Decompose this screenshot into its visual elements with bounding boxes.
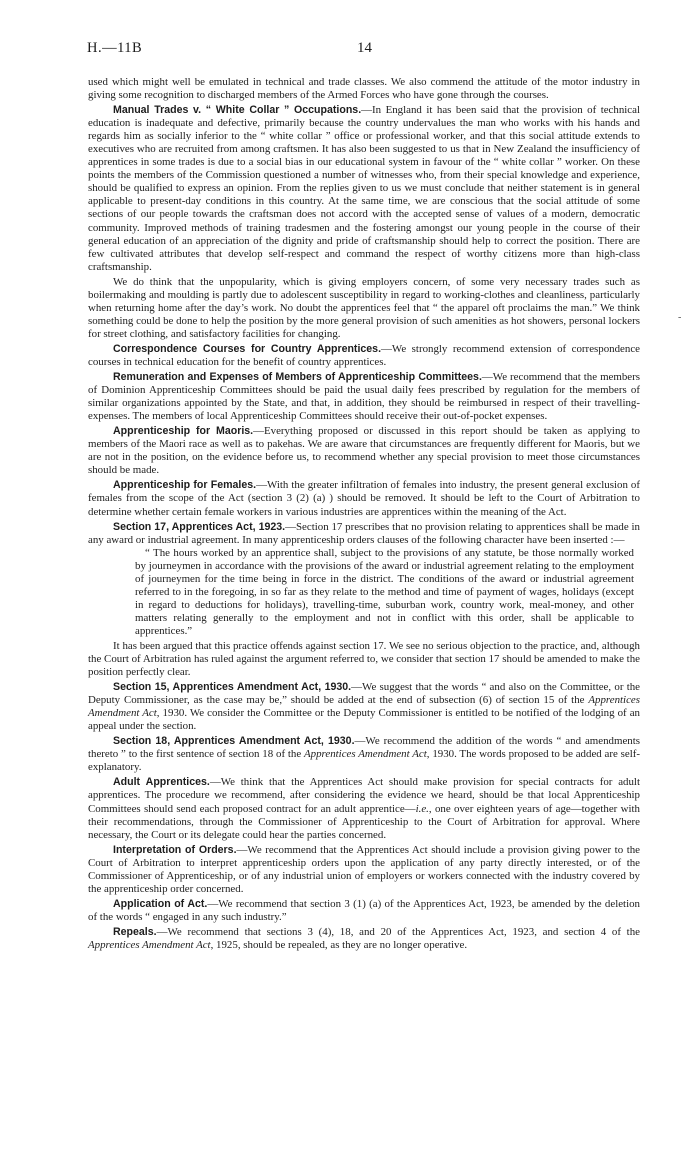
paragraph-motor-industry: used which might well be emulated in technical and trade classes. We also commend the attitude of the motor industry in giving some recognition to discharged members of the Armed Forces who have gone through the courses. (88, 76, 640, 102)
document-reference: H.—11B (87, 40, 143, 56)
paragraph-section-17: Section 17, Apprentices Act, 1923.—Section 17 prescribes that no provision relating to apprentices shall be made in any award or industrial agreement. In many apprenticeship orders clauses of the following character have been inserted :— (88, 520, 640, 546)
section-heading: Interpretation of Orders. (113, 843, 237, 856)
paragraph-adult-apprentices: Adult Apprentices.—We think that the Apprentices Act should make provision for special contracts for adult apprentices. The procedure we recommend, after considering the evidence we heard, should be that local Apprenticeship Committees should send each proposed contract for an adult apprentice—i.e., one over eighteen years of age—together with their recommendations, through the Commissioner of Apprenticeship to the Court of Arbitration for approval. Where necessary, the Court or its delegate could hear the parties concerned. (88, 776, 640, 841)
section-heading: Manual Trades v. “ White Collar ” Occupations. (113, 104, 362, 117)
section-heading: Application of Act. (113, 897, 208, 910)
section-heading: Section 18, Apprentices Amendment Act, 1930. (113, 735, 355, 748)
act-title: Apprentices Amendment Act (304, 748, 427, 761)
section-heading: Apprenticeship for Maoris. (113, 425, 254, 438)
section-heading: Section 17, Apprentices Act, 1923. (113, 520, 286, 533)
section-heading: Section 15, Apprentices Amendment Act, 1930. (113, 681, 352, 694)
section-heading: Apprenticeship for Females. (113, 479, 257, 492)
paragraph-section-17-argument: It has been argued that this practice offends against section 17. We see no serious objection to the practice, and, although the Court of Arbitration has ruled against the argument referred to, we consider that section 17 should be amended to make the position perfectly clear. (88, 639, 640, 679)
paragraph-correspondence-courses: Correspondence Courses for Country Apprentices.—We strongly recommend extension of correspondence courses in technical education for the benefit of country apprentices. (88, 342, 640, 368)
block-quote-order-clause: “ The hours worked by an apprentice shall, subject to the provisions of any statute, be those normally worked by journeymen in accordance with the provisions of the award or industrial agreement relating to the employment of journeymen for the time being in force in the district. The conditions of the award or industrial agreement referred to in the foregoing, in so far as they relate to the method and time of payment of wages, holidays (except in regard to deductions for holidays), travelling-time, suburban work, country work, meal-money, and other matters relating generally to the employment and not in conflict with this order, shall be applicable to apprentices.” (135, 546, 634, 637)
abbreviation-ie: i.e. (415, 802, 429, 815)
paragraph-application: Application of Act.—We recommend that section 3 (1) (a) of the Apprentices Act, 1923, be amended by the deletion of the words “ engaged in any such industry.” (88, 897, 640, 923)
section-heading: Remuneration and Expenses of Members of Apprenticeship Committees. (113, 371, 482, 384)
margin-mark: - (678, 312, 682, 323)
act-title: Apprentices Amendment Act (88, 939, 211, 951)
section-heading: Correspondence Courses for Country Apprentices. (113, 342, 382, 355)
section-heading: Adult Apprentices. (113, 776, 210, 789)
running-header (87, 40, 642, 62)
body-text (88, 76, 640, 954)
paragraph-repeals: Repeals.—We recommend that sections 3 (4), 18, and 20 of the Apprentices Act, 1923, and section 4 of the Apprentices Amendment Act, 1925, should be repealed, as they are no longer operative. (88, 925, 640, 951)
paragraph-section-15: Section 15, Apprentices Amendment Act, 1930.—We suggest that the words “ and also on the Committee, or the Deputy Commissioner, as the case may be,” should be added at the end of subsection (6) of section 15 of the Apprentices Amendment Act, 1930. We consider the Committee or the Deputy Commissioner is entitled to be notified of the lodging of an appeal under the section. (88, 681, 641, 733)
paragraph-females: Apprenticeship for Females.—With the greater infiltration of females into industry, the present general exclusion of females from the scope of the Act (section 3 (2) (a) ) should be removed. It should be left to the Court of Arbitration to determine whether certain female workers in various industries are apprentices within the meaning of the Act. (88, 479, 640, 518)
paragraph-section-18: Section 18, Apprentices Amendment Act, 1930.—We recommend the addition of the words “ and amendments thereto ” to the first sentence of section 18 of the Apprentices Amendment Act, 1930. The words proposed to be added are self-explanatory. (88, 735, 640, 774)
paragraph-unpopular-trades: We do think that the unpopularity, which is giving employers concern, of some very necessary trades such as boilermaking and moulding is partly due to adolescent susceptibility in regard to working-clothes and cleanliness, particularly when returning home after the day’s work. No doubt the apprentices feel that “ the apparel oft proclaims the man.” We think something could be done to help the position by the more general provision of such amenities as hot showers, personal lockers for street clothing, and satisfactory facilities for changing. (88, 275, 640, 340)
page-number: 14 (357, 40, 372, 56)
paragraph-remuneration: Remuneration and Expenses of Members of Apprenticeship Committees.—We recommend that the members of Dominion Apprenticeship Committees should be paid the usual daily fees prescribed by regulation for the members of similar organizations appointed by the State, and that, in addition, they should be reimbursed in respect of their travelling-expenses. The members of local Apprenticeship Committees should receive their out-of-pocket expenses. (88, 371, 641, 423)
paragraph-maoris: Apprenticeship for Maoris.—Everything proposed or discussed in this report should be taken as applying to members of the Maori race as well as to pakehas. We are aware that circumstances are frequently different for Maoris, but we are not in the position, on the evidence before us, to recommend whether any special provision to meet those circumstances should be made. (88, 425, 640, 477)
paragraph-manual-trades: Manual Trades v. “ White Collar ” Occupations.—In England it has been said that the provision of technical education is inadequate and defective, primarily because the country undervalues the man who works with his hands and regards him as socially inferior to the “ white collar ” office or professional worker, and that this social attitude extends to executives who are recruited from among craftsmen. It has also been suggested to us that in New Zealand the insufficiency of apprentices in some trades is due to a social bias in our educational system in favour of the “ white collar ” worker. On these points the members of the Commission questioned a number of witnesses who, from their special knowledge and experience, should be qualified to express an opinion. From the replies given to us we must conclude that neither statement is in general applicable to present-day conditions in this country. At the same time, we are conscious that the social attitude of some sections of our people towards the craftsman does not accord with the accepted sense of values of a modern, democratic community. Improved methods of training tradesmen and the fostering amongst our young people in the course of their general education of an appreciation of the dignity and pride of craftsmanship should help to correct the position. There are few cultivated attributes that develop self-respect and command the respect of worthy citizens more than high-class craftsmanship. (88, 104, 640, 273)
paragraph-interpretation: Interpretation of Orders.—We recommend that the Apprentices Act should include a provision giving power to the Court of Arbitration to interpret apprenticeship orders upon the application of any party directly interested, or of the Commissioner of Apprenticeship, or of any industrial union of employers or workers connected with the industry covered by the apprenticeship order concerned. (88, 843, 641, 895)
act-title: Apprentices Amendment Act (88, 694, 640, 720)
section-heading: Repeals. (113, 925, 157, 938)
